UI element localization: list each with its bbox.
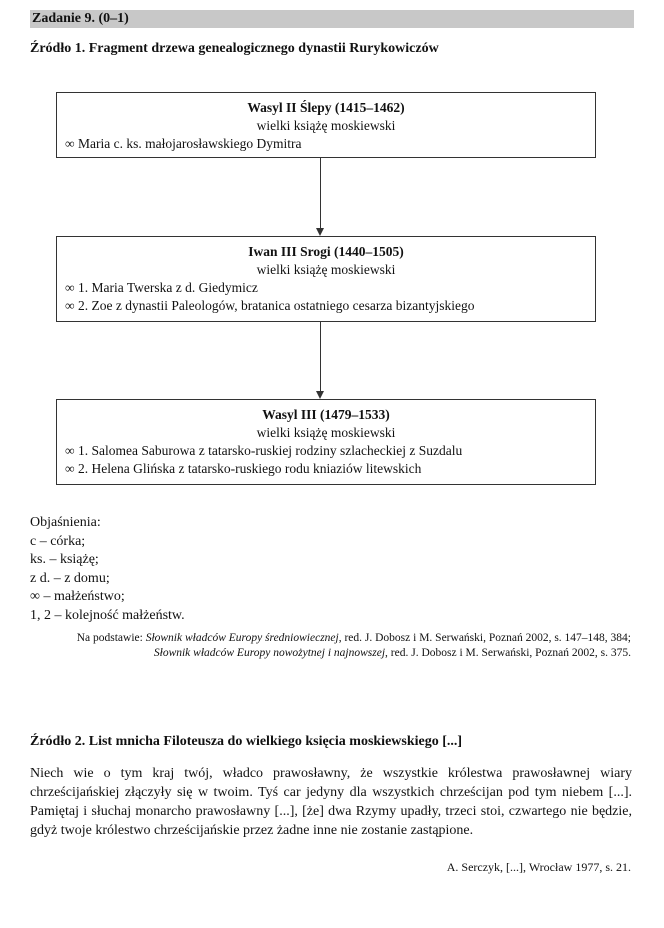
spouse-line: ∞ Maria c. ks. małojarosławskiego Dymitra <box>65 136 302 151</box>
legend-item: ks. – książę; <box>30 552 99 567</box>
letter-text: Niech wie o tym kraj twój, władco prawosławny, że wszystkie królestwa prawosławnej wiary chrześcijańskiej złączyły się w twoim. Tyś car jedyny dla wszystkich chrześcijan pod tym niebem [...]. Pamiętaj i słuchaj monarcho prawosławny [...], [że] dwa Rzymy upadły, trzeci stoi, czwartego nie będzie, gdyż twoje królestwo chrześcijańskie przez żadne inne nie zostanie zastąpione. <box>30 766 632 838</box>
tree-connector-line <box>320 158 321 228</box>
tree-connector-line <box>320 322 321 391</box>
legend-item: z d. – z domu; <box>30 570 110 586</box>
source-1-citation <box>60 631 631 661</box>
spouse-line: ∞ 2. Zoe z dynastii Paleologów, bratanica ostatniego cesarza bizantyjskiego <box>65 298 475 313</box>
source-2-title: Źródło 2. List mnicha Filoteusza do wielkiego księcia moskiewskiego [...] <box>30 734 463 749</box>
ruler-name: Wasyl II Ślepy (1415–1462) <box>247 100 405 115</box>
citation-details: , red. J. Dobosz i M. Serwański, Poznań 2002, s. 147–148, 384; <box>338 632 631 644</box>
legend-item: ∞ – małżeństwo; <box>30 589 125 604</box>
tree-node-iwan-iii <box>56 236 596 322</box>
legend-item: c – córka; <box>30 533 86 549</box>
tree-node-wasyl-ii <box>56 92 596 158</box>
ruler-title: wielki książę moskiewski <box>256 425 396 440</box>
spouse-line: ∞ 1. Salomea Saburowa z tatarsko-ruskiej rodziny szlacheckiej z Suzdalu <box>65 443 463 458</box>
legend-item: 1, 2 – kolejność małżeństw. <box>30 607 185 623</box>
source-1-title: Źródło 1. Fragment drzewa genealogicznego dynastii Rurykowiczów <box>30 41 439 56</box>
ruler-name: Wasyl III (1479–1533) <box>262 407 390 422</box>
arrow-down-icon <box>316 391 324 399</box>
tree-node-wasyl-iii <box>56 399 596 485</box>
spouse-line: ∞ 1. Maria Twerska z d. Giedymicz <box>65 280 258 295</box>
citation-details: , red. J. Dobosz i M. Serwański, Poznań 2002, s. 375. <box>385 647 631 659</box>
ruler-name: Iwan III Srogi (1440–1505) <box>248 244 404 259</box>
source-2-citation: A. Serczyk, [...], Wrocław 1977, s. 21. <box>446 860 631 874</box>
ruler-title: wielki książę moskiewski <box>256 118 396 133</box>
citation-work-title: Słownik władców Europy nowożytnej i najnowszej <box>153 647 386 659</box>
ruler-title: wielki książę moskiewski <box>256 262 396 277</box>
citation-prefix: Na podstawie: <box>76 632 146 644</box>
arrow-down-icon <box>316 228 324 236</box>
task-title: Zadanie 9. (0–1) <box>32 11 129 26</box>
legend <box>30 514 185 625</box>
spouse-line: ∞ 2. Helena Glińska z tatarsko-ruskiego rodu kniaziów litewskich <box>65 461 422 476</box>
citation-work-title: Słownik władców Europy średniowiecznej <box>145 632 339 644</box>
legend-heading: Objaśnienia: <box>30 515 101 530</box>
